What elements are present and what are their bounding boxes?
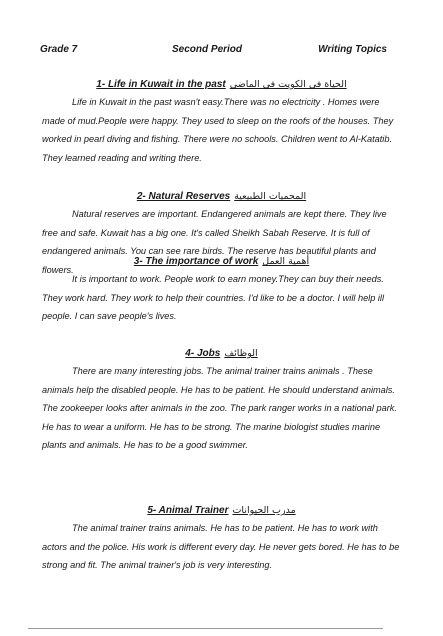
section-title-english: 4- Jobs: [185, 348, 221, 359]
section-title-english: 1- Life in Kuwait in the past: [96, 79, 226, 90]
section-title-arabic: الوظائف: [224, 348, 258, 359]
footer-divider: [28, 628, 383, 629]
period-label: Second Period: [172, 44, 243, 55]
section-title: [42, 255, 401, 268]
section-importance-of-work: [42, 255, 401, 326]
grade-label: Grade 7: [40, 44, 78, 55]
section-title-arabic: الحياة في الكويت في الماضي: [229, 79, 347, 90]
section-animal-trainer: [42, 504, 401, 575]
section-title-english: 5- Animal Trainer: [147, 505, 229, 516]
topics-label: Writing Topics: [318, 44, 387, 55]
section-title: [42, 504, 401, 517]
section-title-english: 2- Natural Reserves: [136, 191, 231, 202]
section-jobs: [42, 347, 401, 455]
section-title: [42, 78, 401, 91]
section-body: The animal trainer trains animals. He has to be patient. He has to work with actors and the police. His work is different every day. He never gets bored. He has to be strong and fit. The animal trainer's job is very interesting.: [42, 523, 400, 570]
section-title-arabic: أهمية العمل: [262, 256, 310, 267]
section-body: Life in Kuwait in the past wasn't easy.There was no electricity . Homes were made of mud.People were happy. They used to sleep on the roofs of the houses. They worked in pearl diving and fishing. There were no schools. Children went to Al-Katatib. They learned reading and writing there.: [42, 97, 394, 163]
section-title: [42, 190, 401, 203]
section-body: There are many interesting jobs. The animal trainer trains animals . These animals help the disabled people. He has to be patient. He should understand animals. The zookeeper looks after animals in the zoo. The park ranger works in a national park. He has to wear a uniform. He has to be strong. The marine biologist studies marine plants and animals. He has to be a good swimmer.: [42, 366, 397, 450]
section-title: [42, 347, 401, 360]
section-body: Natural reserves are important. Endangered animals are kept there. They live free and safe. Kuwait has a big one. It's called Sheikh Sabah Reserve. It is full of endangered animals. You can see rare birds. The reserve has beautiful plants and flowers.: [42, 209, 387, 275]
section-title-arabic: مدرب الحيوانات: [232, 505, 296, 516]
section-body: It is important to work. People work to earn money.They can buy their needs. They work hard. They work to help their countries. I'd like to be a doctor. I will help ill people. I can save people's lives.: [42, 274, 385, 321]
section-title-arabic: المحميات الطبيعية: [234, 191, 307, 202]
section-title-english: 3- The importance of work: [133, 256, 259, 267]
section-life-in-kuwait: [42, 78, 401, 167]
